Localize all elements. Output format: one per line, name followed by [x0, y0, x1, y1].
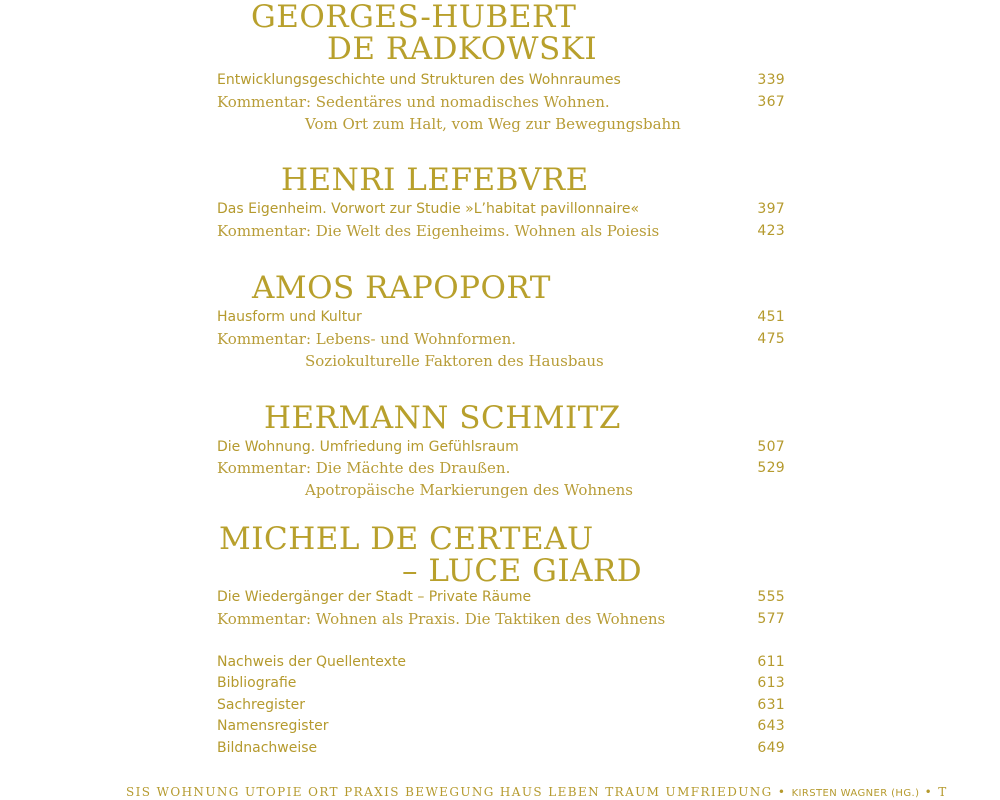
- page-number: 631: [757, 697, 785, 713]
- toc-entry[interactable]: [217, 199, 785, 219]
- author-heading: MICHEL DE CERTEAU: [219, 521, 594, 557]
- footer-editor: KIRSTEN WAGNER (HG.): [791, 788, 920, 799]
- toc-entry[interactable]: [217, 307, 785, 327]
- author-heading: HENRI LEFEBVRE: [281, 162, 589, 198]
- entry-title: Bildnachweise: [217, 740, 318, 756]
- author-heading: AMOS RAPOPORT: [252, 270, 551, 306]
- page-number: 367: [757, 94, 785, 110]
- page-number: 339: [757, 72, 785, 88]
- author-heading: – LUCE GIARD: [402, 553, 643, 589]
- toc-entry-appendix[interactable]: [217, 738, 785, 758]
- entry-title: Hausform und Kultur: [217, 309, 362, 325]
- entry-title: Kommentar: Wohnen als Praxis. Die Taktiken des Wohnens: [217, 610, 666, 628]
- footer-keywords: SIS WOHNUNG UTOPIE ORT PRAXIS BEWEGUNG HAUS LEBEN TRAUM UMFRIEDUNG •: [126, 785, 787, 799]
- entry-continuation: Soziokulturelle Faktoren des Hausbaus: [305, 352, 604, 370]
- entry-title: Das Eigenheim. Vorwort zur Studie »L’habitat pavillonnaire«: [217, 201, 640, 217]
- entry-title: Nachweis der Quellentexte: [217, 654, 407, 670]
- toc-entry[interactable]: [217, 458, 785, 478]
- entry-continuation: Vom Ort zum Halt, vom Weg zur Bewegungsbahn: [305, 115, 681, 133]
- entry-title: Die Wohnung. Umfriedung im Gefühlsraum: [217, 439, 519, 455]
- footer-tail: • T: [924, 785, 948, 799]
- toc-entry-appendix[interactable]: [217, 652, 785, 672]
- page-number: 577: [757, 611, 785, 627]
- page-number: 555: [757, 589, 785, 605]
- toc-entry[interactable]: [217, 329, 785, 349]
- entry-title: Namensregister: [217, 718, 329, 734]
- toc-entry[interactable]: [217, 437, 785, 457]
- entry-title: Kommentar: Die Welt des Eigenheims. Wohnen als Poiesis: [217, 222, 660, 240]
- entry-title: Die Wiedergänger der Stadt – Private Räume: [217, 589, 532, 605]
- entry-title: Bibliografie: [217, 675, 297, 691]
- toc-entry[interactable]: [217, 221, 785, 241]
- page-number: 649: [757, 740, 785, 756]
- toc-entry-appendix[interactable]: [217, 716, 785, 736]
- toc-entry[interactable]: [217, 92, 785, 112]
- page-number: 643: [757, 718, 785, 734]
- page-number: 613: [757, 675, 785, 691]
- author-heading: HERMANN SCHMITZ: [264, 400, 621, 436]
- toc-entry-appendix[interactable]: [217, 673, 785, 693]
- toc-entry[interactable]: [217, 70, 785, 90]
- author-heading: GEORGES-HUBERT: [251, 0, 577, 35]
- entry-title: Entwicklungsgeschichte und Strukturen des Wohnraumes: [217, 72, 621, 88]
- page-number: 529: [757, 460, 785, 476]
- entry-title: Sachregister: [217, 697, 306, 713]
- author-heading: DE RADKOWSKI: [327, 31, 598, 67]
- toc-entry[interactable]: [217, 587, 785, 607]
- page-number: 507: [757, 439, 785, 455]
- entry-title: Kommentar: Die Mächte des Draußen.: [217, 459, 511, 477]
- running-footer: [126, 785, 948, 799]
- entry-title: Kommentar: Sedentäres und nomadisches Wohnen.: [217, 93, 610, 111]
- page-number: 451: [757, 309, 785, 325]
- page-number: 475: [757, 331, 785, 347]
- page-number: 397: [757, 201, 785, 217]
- toc-entry-appendix[interactable]: [217, 695, 785, 715]
- entry-title: Kommentar: Lebens- und Wohnformen.: [217, 330, 517, 348]
- page-number: 423: [757, 223, 785, 239]
- toc-entry[interactable]: [217, 609, 785, 629]
- entry-continuation: Apotropäische Markierungen des Wohnens: [305, 481, 634, 499]
- page-number: 611: [757, 654, 785, 670]
